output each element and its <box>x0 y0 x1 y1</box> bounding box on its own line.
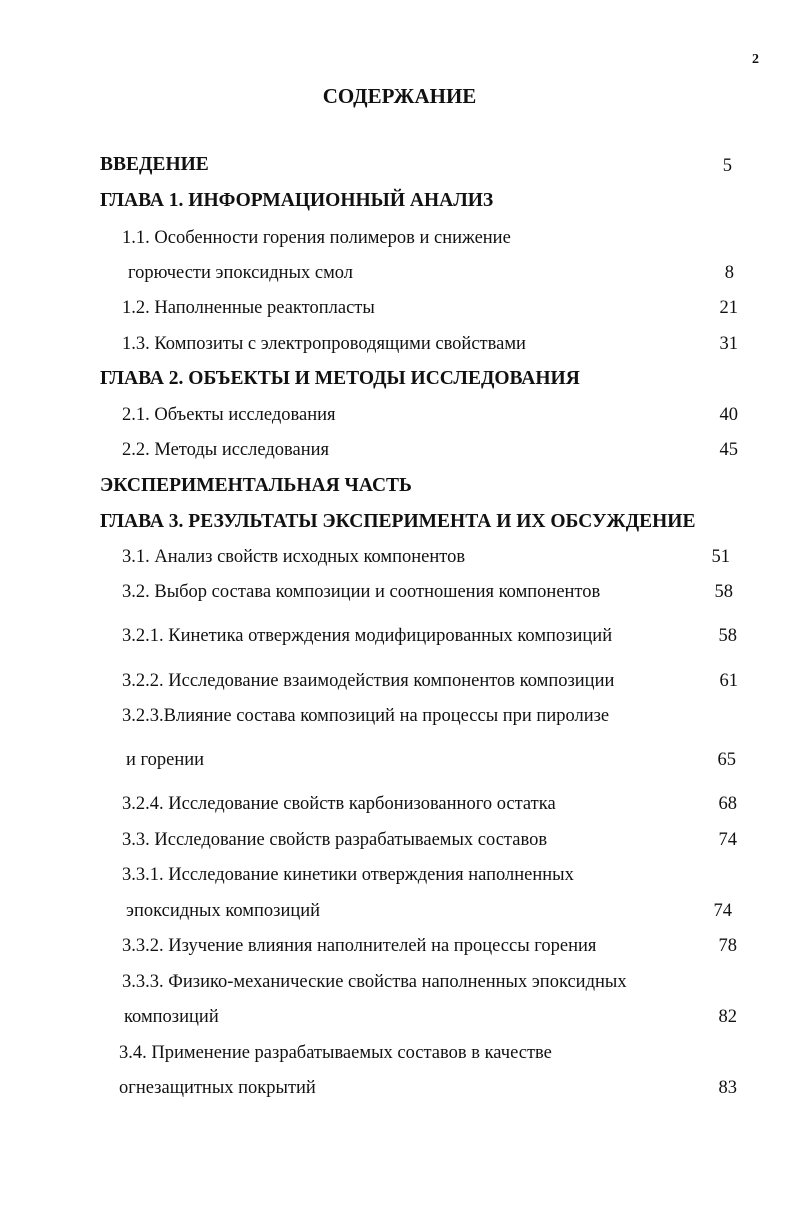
toc-entry-chapter-1: ГЛАВА 1. ИНФОРМАЦИОННЫЙ АНАЛИЗ <box>100 190 494 211</box>
toc-page-number: 5 <box>722 156 732 176</box>
toc-page-number: 21 <box>719 298 738 318</box>
toc-entry-experimental-part: ЭКСПЕРИМЕНТАЛЬНАЯ ЧАСТЬ <box>100 475 412 496</box>
page-title: СОДЕРЖАНИЕ <box>322 84 477 108</box>
toc-entry: 3.3. Исследование свойств разрабатываемых составов <box>122 830 548 850</box>
toc-entry-continued: горючести эпоксидных смол <box>128 263 354 283</box>
toc-entry: 3.4. Применение разрабатываемых составов в качестве <box>119 1043 552 1063</box>
toc-page-number: 58 <box>718 626 737 646</box>
toc-entry: 3.2.3.Влияние состава композиций на процессы при пиролизе <box>122 706 610 726</box>
toc-page-number: 78 <box>718 936 737 956</box>
toc-entry: 3.2.2. Исследование взаимодействия компонентов композиции <box>122 671 615 691</box>
toc-entry-continued: композиций <box>124 1007 219 1027</box>
toc-entry-continued: и горении <box>126 750 205 770</box>
toc-entry-introduction: ВВЕДЕНИЕ <box>100 154 209 175</box>
toc-page-number: 8 <box>724 263 734 283</box>
toc-page-number: 40 <box>719 405 738 425</box>
toc-entry: 1.1. Особенности горения полимеров и снижение <box>122 228 511 248</box>
toc-entry: 2.2. Методы исследования <box>122 440 330 460</box>
toc-page-number: 68 <box>718 794 737 814</box>
toc-page-number: 83 <box>718 1078 737 1098</box>
toc-entry: 3.3.1. Исследование кинетики отверждения наполненных <box>122 865 574 885</box>
toc-entry-continued: эпоксидных композиций <box>126 901 321 921</box>
toc-entry: 3.3.2. Изучение влияния наполнителей на процессы горения <box>122 936 597 956</box>
page-number: 2 <box>752 52 759 67</box>
toc-entry-chapter-2: ГЛАВА 2. ОБЪЕКТЫ И МЕТОДЫ ИССЛЕДОВАНИЯ <box>100 368 580 389</box>
toc-page-number: 58 <box>714 582 733 602</box>
toc-page-number: 65 <box>717 750 736 770</box>
toc-page-number: 51 <box>711 547 730 567</box>
toc-page-number: 74 <box>713 901 732 921</box>
toc-entry: 3.1. Анализ свойств исходных компонентов <box>122 547 466 567</box>
toc-entry: 3.2. Выбор состава композиции и соотношения компонентов <box>122 582 601 602</box>
toc-entry: 3.2.1. Кинетика отверждения модифицированных композиций <box>122 626 613 646</box>
toc-entry-continued: огнезащитных покрытий <box>119 1078 316 1098</box>
toc-page-number: 45 <box>719 440 738 460</box>
toc-page-number: 74 <box>718 830 737 850</box>
toc-entry: 3.3.3. Физико-механические свойства наполненных эпоксидных <box>122 972 627 992</box>
toc-page-number: 61 <box>719 671 738 691</box>
toc-entry: 1.3. Композиты с электропроводящими свойствами <box>122 334 526 354</box>
toc-page-number: 82 <box>718 1007 737 1027</box>
toc-entry-chapter-3: ГЛАВА 3. РЕЗУЛЬТАТЫ ЭКСПЕРИМЕНТА И ИХ ОБСУЖДЕНИЕ <box>100 511 696 532</box>
toc-entry: 3.2.4. Исследование свойств карбонизованного остатка <box>122 794 556 814</box>
toc-page-number: 31 <box>719 334 738 354</box>
toc-entry: 2.1. Объекты исследования <box>122 405 336 425</box>
toc-entry: 1.2. Наполненные реактопласты <box>122 298 375 318</box>
